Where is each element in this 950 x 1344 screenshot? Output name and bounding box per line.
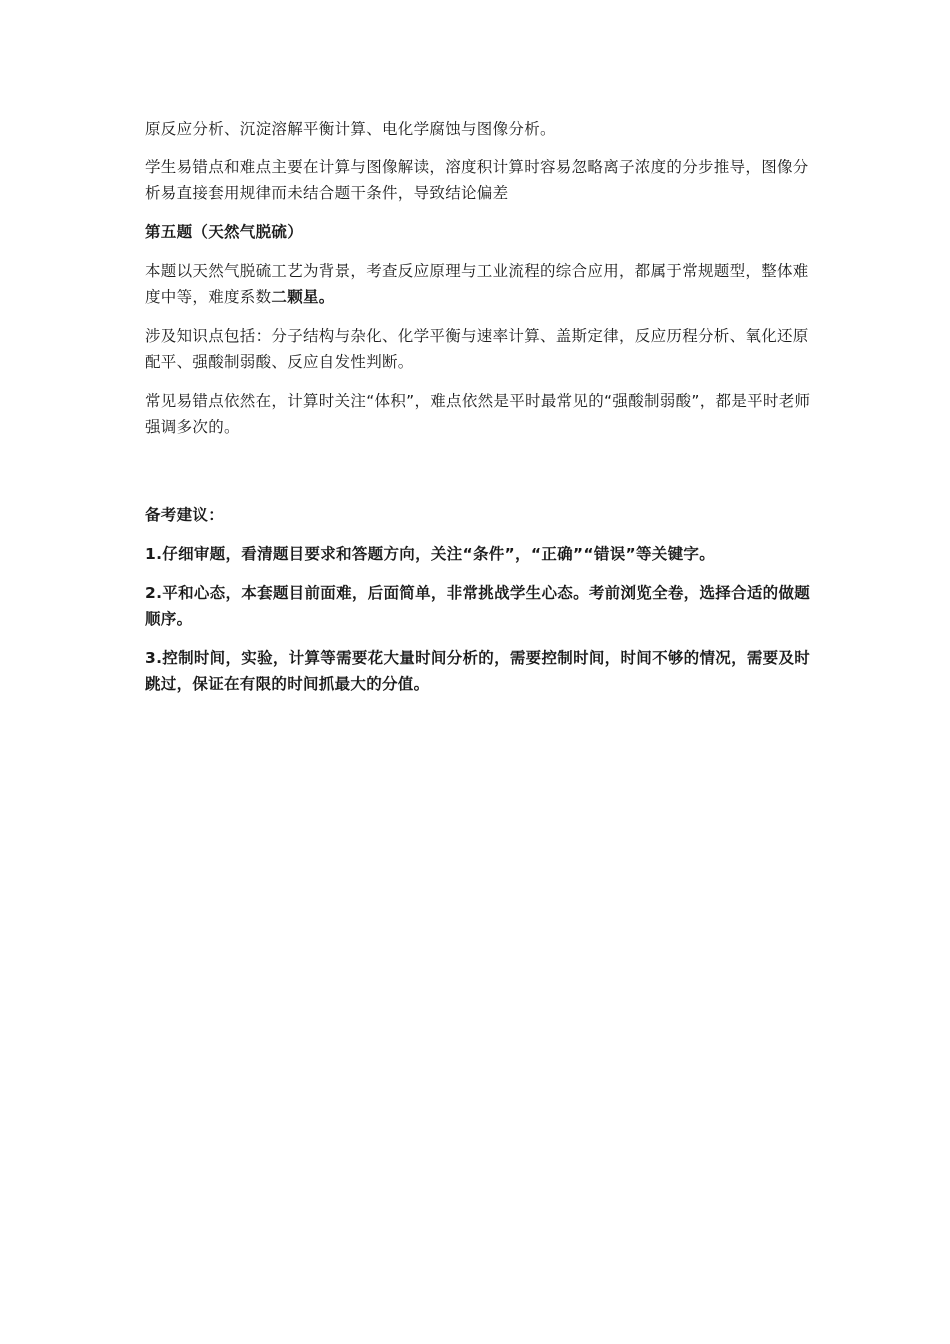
- paragraph-prev-topics: 原反应分析、沉淀溶解平衡计算、电化学腐蚀与图像分析。: [145, 120, 556, 138]
- advice-list: [145, 541, 815, 697]
- paragraph-section5-mistakes: 常见易错点依然在，计算时关注“体积”，难点依然是平时最常见的“强酸制弱酸”，都是平时老师强调多次的。: [145, 392, 811, 436]
- section5-overview-text: 本题以天然气脱硫工艺为背景，考查反应原理与工业流程的综合应用，都属于常规题型，整体难度中等，难度系数: [145, 262, 809, 306]
- document-body: [145, 116, 815, 697]
- advice-item-1: 1.仔细审题，看清题目要求和答题方向，关注“条件”，“正确”“错误”等关键字。: [145, 545, 715, 563]
- section5-difficulty-rating: 二颗星。: [271, 288, 335, 306]
- section5-title: 第五题（天然气脱硫）: [145, 223, 304, 241]
- advice-item-3: 3.控制时间，实验，计算等需要花大量时间分析的，需要控制时间，时间不够的情况，需要及时跳过，保证在有限的时间抓最大的分值。: [145, 649, 811, 693]
- paragraph-section5-knowledge: 涉及知识点包括：分子结构与杂化、化学平衡与速率计算、盖斯定律，反应历程分析、氧化还原配平、强酸制弱酸、反应自发性判断。: [145, 327, 809, 371]
- paragraph-prev-difficulty: 学生易错点和难点主要在计算与图像解读，溶度积计算时容易忽略离子浓度的分步推导，图像分析易直接套用规律而未结合题干条件，导致结论偏差: [145, 158, 809, 202]
- advice-item-2: 2.平和心态，本套题目前面难，后面简单，非常挑战学生心态。考前浏览全卷，选择合适的做题顺序。: [145, 584, 811, 628]
- paragraph-section5-overview: [145, 258, 815, 310]
- advice-title: 备考建议：: [145, 506, 225, 524]
